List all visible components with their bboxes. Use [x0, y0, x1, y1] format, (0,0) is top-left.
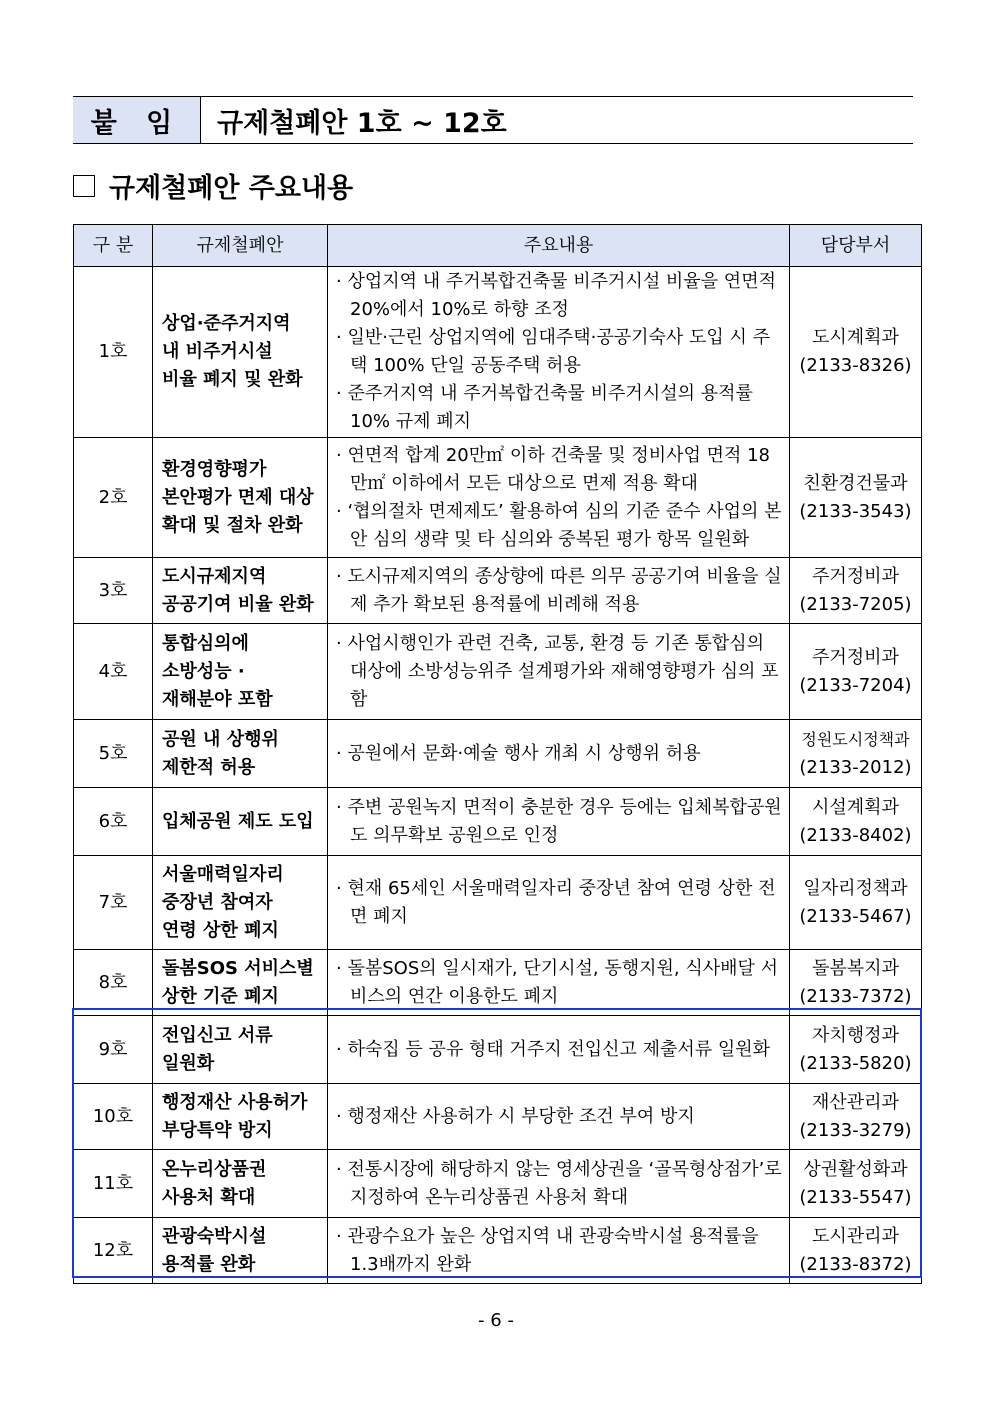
- content-bullet: · 상업지역 내 주거복합건축물 비주거시설 비율을 연면적 20%에서 10%로 하향 조정: [336, 271, 776, 320]
- main-content: [328, 558, 790, 624]
- col-header-dept: 담당부서: [790, 225, 922, 267]
- department-phone: (2133-5820): [799, 1052, 912, 1074]
- table-row: [74, 720, 922, 788]
- row-number: 5호: [74, 720, 153, 788]
- section-heading: [73, 166, 353, 205]
- proposal-title: [153, 1016, 328, 1084]
- department-name: 돌봄복지과: [812, 957, 899, 979]
- department: [790, 1084, 922, 1150]
- department: [790, 438, 922, 558]
- table-row: [74, 267, 922, 438]
- proposal-title-line: 행정재산 사용허가: [162, 1091, 308, 1113]
- department: [790, 267, 922, 438]
- department: [790, 1150, 922, 1218]
- table-row: [74, 950, 922, 1016]
- table-header-row: [74, 225, 922, 267]
- proposal-title-line: 도시규제지역: [162, 565, 267, 587]
- proposal-title-line: 확대 및 절차 완화: [162, 514, 303, 536]
- main-content: [328, 788, 790, 856]
- proposal-title-line: 공원 내 상행위: [162, 728, 279, 750]
- proposal-title: [153, 720, 328, 788]
- col-header-content: 주요내용: [328, 225, 790, 267]
- department-phone: (2133-7204): [799, 674, 912, 696]
- attachment-title: 규제철폐안 1호 ~ 12호: [217, 107, 507, 139]
- main-content: [328, 1218, 790, 1284]
- proposal-title-line: 일원화: [162, 1052, 215, 1074]
- proposal-title-line: 중장년 참여자: [162, 891, 273, 913]
- proposal-title: [153, 950, 328, 1016]
- table-row: [74, 1084, 922, 1150]
- table-row: [74, 1016, 922, 1084]
- content-bullet: · 주변 공원녹지 면적이 충분한 경우 등에는 입체복합공원도 의무확보 공원으로 인정: [336, 796, 782, 846]
- col-header-category: 구 분: [74, 225, 153, 267]
- proposal-title-line: 상업·준주거지역: [162, 313, 291, 334]
- department-name: 정원도시정책과: [801, 729, 910, 749]
- department-phone: (2133-8326): [799, 355, 912, 376]
- proposal-title-line: 관광숙박시설: [162, 1225, 267, 1247]
- content-bullet: · 현재 65세인 서울매력일자리 중장년 참여 연령 상한 전면 폐지: [336, 877, 776, 927]
- content-bullet: · 공원에서 문화·예술 행사 개최 시 상행위 허용: [336, 742, 701, 764]
- table-row: [74, 788, 922, 856]
- proposal-title: [153, 1218, 328, 1284]
- table-row: [74, 856, 922, 950]
- department-phone: (2133-7372): [799, 985, 912, 1007]
- main-content: [328, 1150, 790, 1218]
- department: [790, 720, 922, 788]
- department-phone: (2133-8402): [799, 824, 912, 846]
- department-name: 재산관리과: [812, 1091, 899, 1113]
- proposal-title-line: 소방성능 ·: [162, 660, 245, 682]
- row-number: 8호: [74, 950, 153, 1016]
- department-name: 도시관리과: [812, 1225, 899, 1247]
- proposal-title-line: 전입신고 서류: [162, 1024, 273, 1046]
- main-content: [328, 267, 790, 438]
- proposal-title: [153, 856, 328, 950]
- proposal-title: [153, 1150, 328, 1218]
- row-number: 9호: [74, 1016, 153, 1084]
- department-name: 상권활성화과: [803, 1158, 908, 1180]
- row-number: 11호: [74, 1150, 153, 1218]
- department: [790, 856, 922, 950]
- department: [790, 788, 922, 856]
- main-content: [328, 720, 790, 788]
- department-name: 일자리정책과: [803, 877, 908, 899]
- department-name: 자치행정과: [812, 1024, 899, 1046]
- proposal-title-line: 돌봄SOS 서비스별: [162, 957, 314, 979]
- content-bullet: · 준주거지역 내 주거복합건축물 비주거시설의 용적률 10% 규제 폐지: [336, 383, 753, 432]
- department: [790, 1016, 922, 1084]
- attachment-header: [73, 96, 913, 144]
- proposal-title-line: 내 비주거시설: [162, 341, 273, 362]
- content-bullet: · 하숙집 등 공유 형태 거주지 전입신고 제출서류 일원화: [336, 1038, 771, 1060]
- proposal-title: [153, 267, 328, 438]
- content-bullet: · ‘협의절차 면제제도’ 활용하여 심의 기준 준수 사업의 본안 심의 생략 및 타 심의와 중복된 평가 항목 일원화: [336, 500, 782, 550]
- proposal-title: [153, 788, 328, 856]
- attachment-tag: 붙 임: [73, 97, 201, 143]
- proposal-title-line: 서울매력일자리: [162, 863, 284, 885]
- row-number: 1호: [74, 267, 153, 438]
- table-row: [74, 558, 922, 624]
- page-number: - 6 -: [478, 1310, 514, 1331]
- proposal-title-line: 환경영향평가: [162, 458, 267, 480]
- proposal-title-line: 비율 폐지 및 완화: [162, 369, 303, 390]
- department-phone: (2133-5467): [799, 905, 912, 927]
- proposal-title-line: 사용처 확대: [162, 1186, 256, 1208]
- proposal-title: [153, 558, 328, 624]
- department-name: 주거정비과: [812, 646, 899, 668]
- proposal-title-line: 용적률 완화: [162, 1253, 256, 1275]
- department-name: 시설계획과: [812, 796, 899, 818]
- content-bullet: · 행정재산 사용허가 시 부당한 조건 부여 방지: [336, 1105, 695, 1127]
- department: [790, 950, 922, 1016]
- department-phone: (2133-8372): [799, 1253, 912, 1275]
- proposal-title-line: 제한적 허용: [162, 756, 256, 778]
- department: [790, 558, 922, 624]
- department-phone: (2133-3279): [799, 1119, 912, 1141]
- department: [790, 1218, 922, 1284]
- department-phone: (2133-7205): [799, 593, 912, 615]
- proposal-title-line: 온누리상품권: [162, 1158, 267, 1180]
- proposal-title: [153, 438, 328, 558]
- section-title-text: 규제철폐안 주요내용: [109, 173, 354, 204]
- main-content: [328, 438, 790, 558]
- proposal-title-line: 본안평가 면제 대상: [162, 486, 314, 508]
- row-number: 10호: [74, 1084, 153, 1150]
- col-header-proposal: 규제철폐안: [153, 225, 328, 267]
- table-row: [74, 624, 922, 720]
- department-name: 주거정비과: [812, 565, 899, 587]
- content-bullet: · 돌봄SOS의 일시재가, 단기시설, 동행지원, 식사배달 서비스의 연간 이용한도 폐지: [336, 957, 778, 1007]
- regulation-table: [73, 224, 922, 1284]
- row-number: 2호: [74, 438, 153, 558]
- proposal-title-line: 재해분야 포함: [162, 688, 273, 710]
- table-row: [74, 1218, 922, 1284]
- main-content: [328, 856, 790, 950]
- main-content: [328, 624, 790, 720]
- table-row: [74, 438, 922, 558]
- proposal-title-line: 연령 상한 폐지: [162, 919, 279, 941]
- proposal-title-line: 부당특약 방지: [162, 1119, 273, 1141]
- department-phone: (2133-5547): [799, 1186, 912, 1208]
- checkbox-square-icon: [73, 175, 95, 197]
- row-number: 7호: [74, 856, 153, 950]
- main-content: [328, 950, 790, 1016]
- content-bullet: · 일반·근린 상업지역에 임대주택·공공기숙사 도입 시 주택 100% 단일 공동주택 허용: [336, 327, 771, 376]
- row-number: 6호: [74, 788, 153, 856]
- main-content: [328, 1084, 790, 1150]
- proposal-title-line: 통합심의에: [162, 632, 249, 654]
- content-bullet: · 전통시장에 해당하지 않는 영세상권을 ‘골목형상점가’로 지정하여 온누리상품권 사용처 확대: [336, 1158, 782, 1208]
- row-number: 3호: [74, 558, 153, 624]
- proposal-title-line: 입체공원 제도 도입: [162, 810, 314, 832]
- main-content: [328, 1016, 790, 1084]
- content-bullet: · 연면적 합계 20만㎡ 이하 건축물 및 정비사업 면적 18만㎡ 이하에서 모든 대상으로 면제 적용 확대: [336, 444, 771, 494]
- proposal-title-line: 상한 기준 폐지: [162, 985, 279, 1007]
- department-phone: (2133-2012): [799, 756, 912, 778]
- department-phone: (2133-3543): [799, 500, 912, 522]
- content-bullet: · 사업시행인가 관련 건축, 교통, 환경 등 기존 통합심의 대상에 소방성능위주 설계평가와 재해영향평가 심의 포함: [336, 632, 779, 710]
- proposal-title-line: 공공기여 비율 완화: [162, 593, 314, 615]
- department-name: 도시계획과: [812, 327, 899, 348]
- department: [790, 624, 922, 720]
- proposal-title: [153, 624, 328, 720]
- content-bullet: · 관광수요가 높은 상업지역 내 관광숙박시설 용적률을 1.3배까지 완화: [336, 1225, 759, 1275]
- department-name: 친환경건물과: [803, 472, 908, 494]
- table-row: [74, 1150, 922, 1218]
- content-bullet: · 도시규제지역의 종상향에 따른 의무 공공기여 비율을 실제 추가 확보된 용적률에 비례해 적용: [336, 565, 782, 615]
- row-number: 4호: [74, 624, 153, 720]
- row-number: 12호: [74, 1218, 153, 1284]
- proposal-title: [153, 1084, 328, 1150]
